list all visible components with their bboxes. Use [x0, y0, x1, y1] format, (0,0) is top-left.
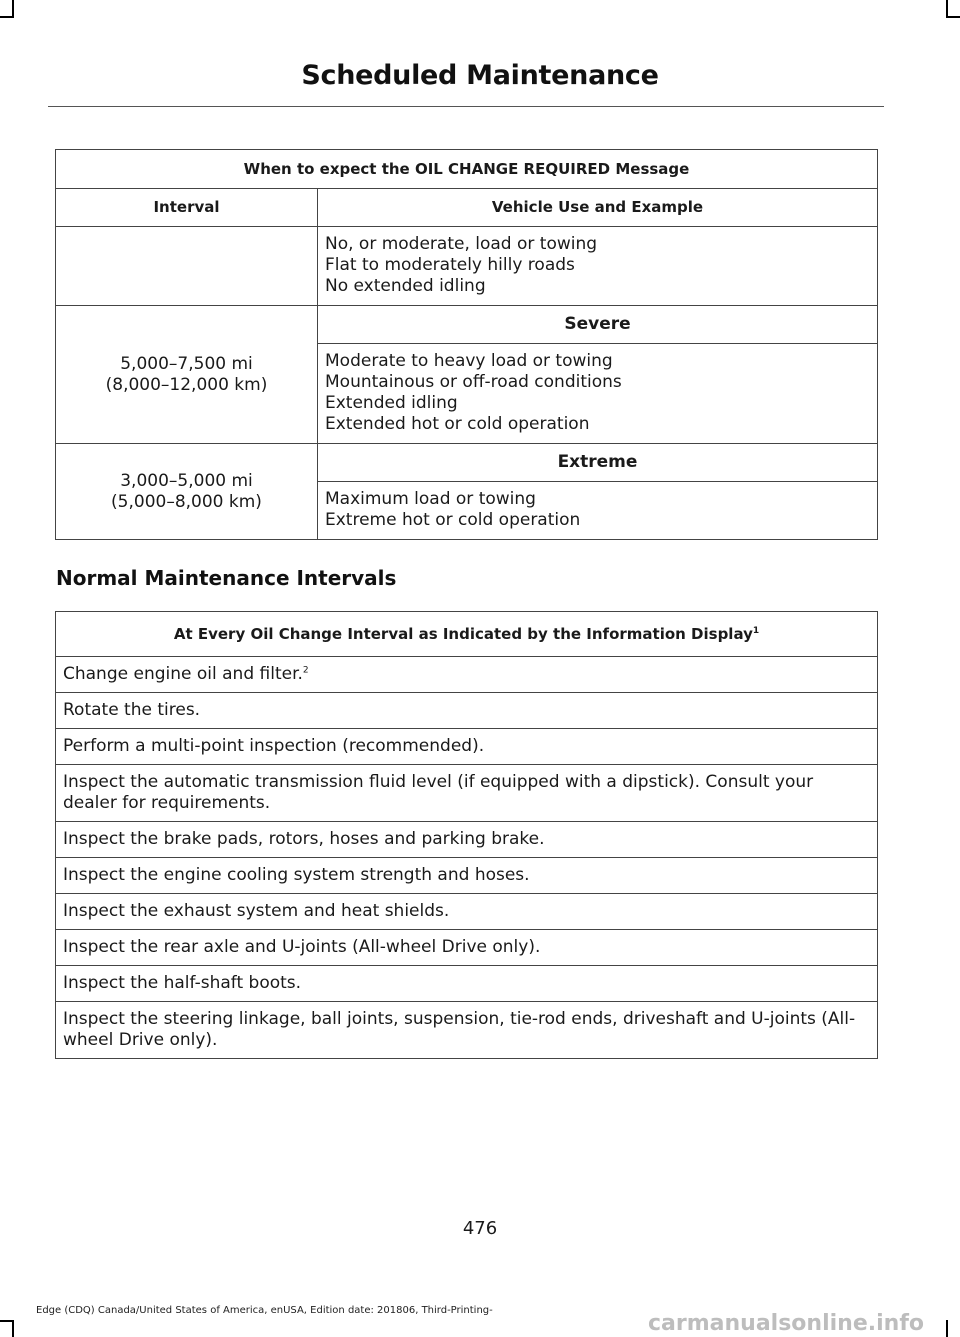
maintenance-interval-table — [55, 611, 878, 1059]
normal-interval-cell — [56, 227, 318, 306]
crop-mark-top-right-h — [946, 16, 960, 18]
extreme-interval-cell — [56, 444, 318, 540]
normal-use-line: No, or moderate, load or towing — [325, 234, 598, 254]
extreme-label: Extreme — [318, 444, 878, 482]
page-title: Scheduled Maintenance — [301, 60, 659, 91]
extreme-use-cell — [318, 482, 878, 540]
watermark: carmanualsonline.info — [648, 1311, 924, 1336]
normal-use-cell — [318, 227, 878, 306]
table-row: Inspect the brake pads, rotors, hoses and parking brake. — [56, 822, 878, 858]
table-row: Perform a multi-point inspection (recommended). — [56, 729, 878, 765]
severe-label: Severe — [318, 306, 878, 344]
interval-table-caption-text: At Every Oil Change Interval as Indicated by the Information Display — [173, 624, 753, 643]
severe-interval-km: (8,000–12,000 km) — [105, 374, 268, 395]
col-header-interval: Interval — [56, 189, 318, 227]
extreme-interval-km: (5,000–8,000 km) — [111, 491, 262, 512]
interval-table-caption — [56, 612, 878, 657]
table-row: Inspect the steering linkage, ball joints, suspension, tie-rod ends, driveshaft and U-joints (All-wheel Drive only). — [56, 1002, 878, 1059]
title-divider — [48, 106, 884, 107]
extreme-use-line: Maximum load or towing — [325, 489, 536, 509]
severe-use-cell — [318, 344, 878, 444]
oil-change-table — [55, 149, 878, 540]
table-row: Inspect the engine cooling system strength and hoses. — [56, 858, 878, 894]
normal-use-line: No extended idling — [325, 276, 486, 296]
oil-table-caption: When to expect the OIL CHANGE REQUIRED Message — [56, 150, 878, 189]
table-row: Rotate the tires. — [56, 693, 878, 729]
normal-use-line: Flat to moderately hilly roads — [325, 255, 575, 275]
col-header-vehicle-use: Vehicle Use and Example — [318, 189, 878, 227]
severe-interval-miles: 5,000–7,500 mi — [120, 353, 253, 374]
table-row: Inspect the rear axle and U-joints (All-wheel Drive only). — [56, 930, 878, 966]
page-number: 476 — [462, 1218, 498, 1239]
severe-use-line: Mountainous or off-road conditions — [325, 372, 622, 392]
footnote-marker: 2 — [302, 665, 309, 676]
table-row: Inspect the automatic transmission fluid level (if equipped with a dipstick). Consult your dealer for requirements. — [56, 765, 878, 822]
extreme-interval-miles: 3,000–5,000 mi — [120, 470, 253, 491]
table-row: Inspect the half-shaft boots. — [56, 966, 878, 1002]
section-heading: Normal Maintenance Intervals — [56, 566, 397, 590]
severe-interval-cell — [56, 306, 318, 444]
footer-edition-text: Edge (CDQ) Canada/United States of America, enUSA, Edition date: 201806, Third-Printing- — [36, 1305, 493, 1316]
crop-mark-bottom-right-v — [946, 1320, 948, 1337]
severe-use-line: Extended hot or cold operation — [325, 414, 590, 434]
severe-use-line: Moderate to heavy load or towing — [325, 351, 613, 371]
table-row: Inspect the exhaust system and heat shields. — [56, 894, 878, 930]
severe-use-line: Extended idling — [325, 393, 458, 413]
row-text: Change engine oil and filter. — [63, 664, 303, 684]
footnote-marker: 1 — [752, 625, 760, 636]
crop-mark-top-left-h — [0, 16, 14, 18]
table-row — [56, 657, 878, 693]
crop-mark-bottom-left-h — [0, 1320, 14, 1322]
extreme-use-line: Extreme hot or cold operation — [325, 510, 581, 530]
crop-mark-bottom-left-v — [12, 1320, 14, 1337]
